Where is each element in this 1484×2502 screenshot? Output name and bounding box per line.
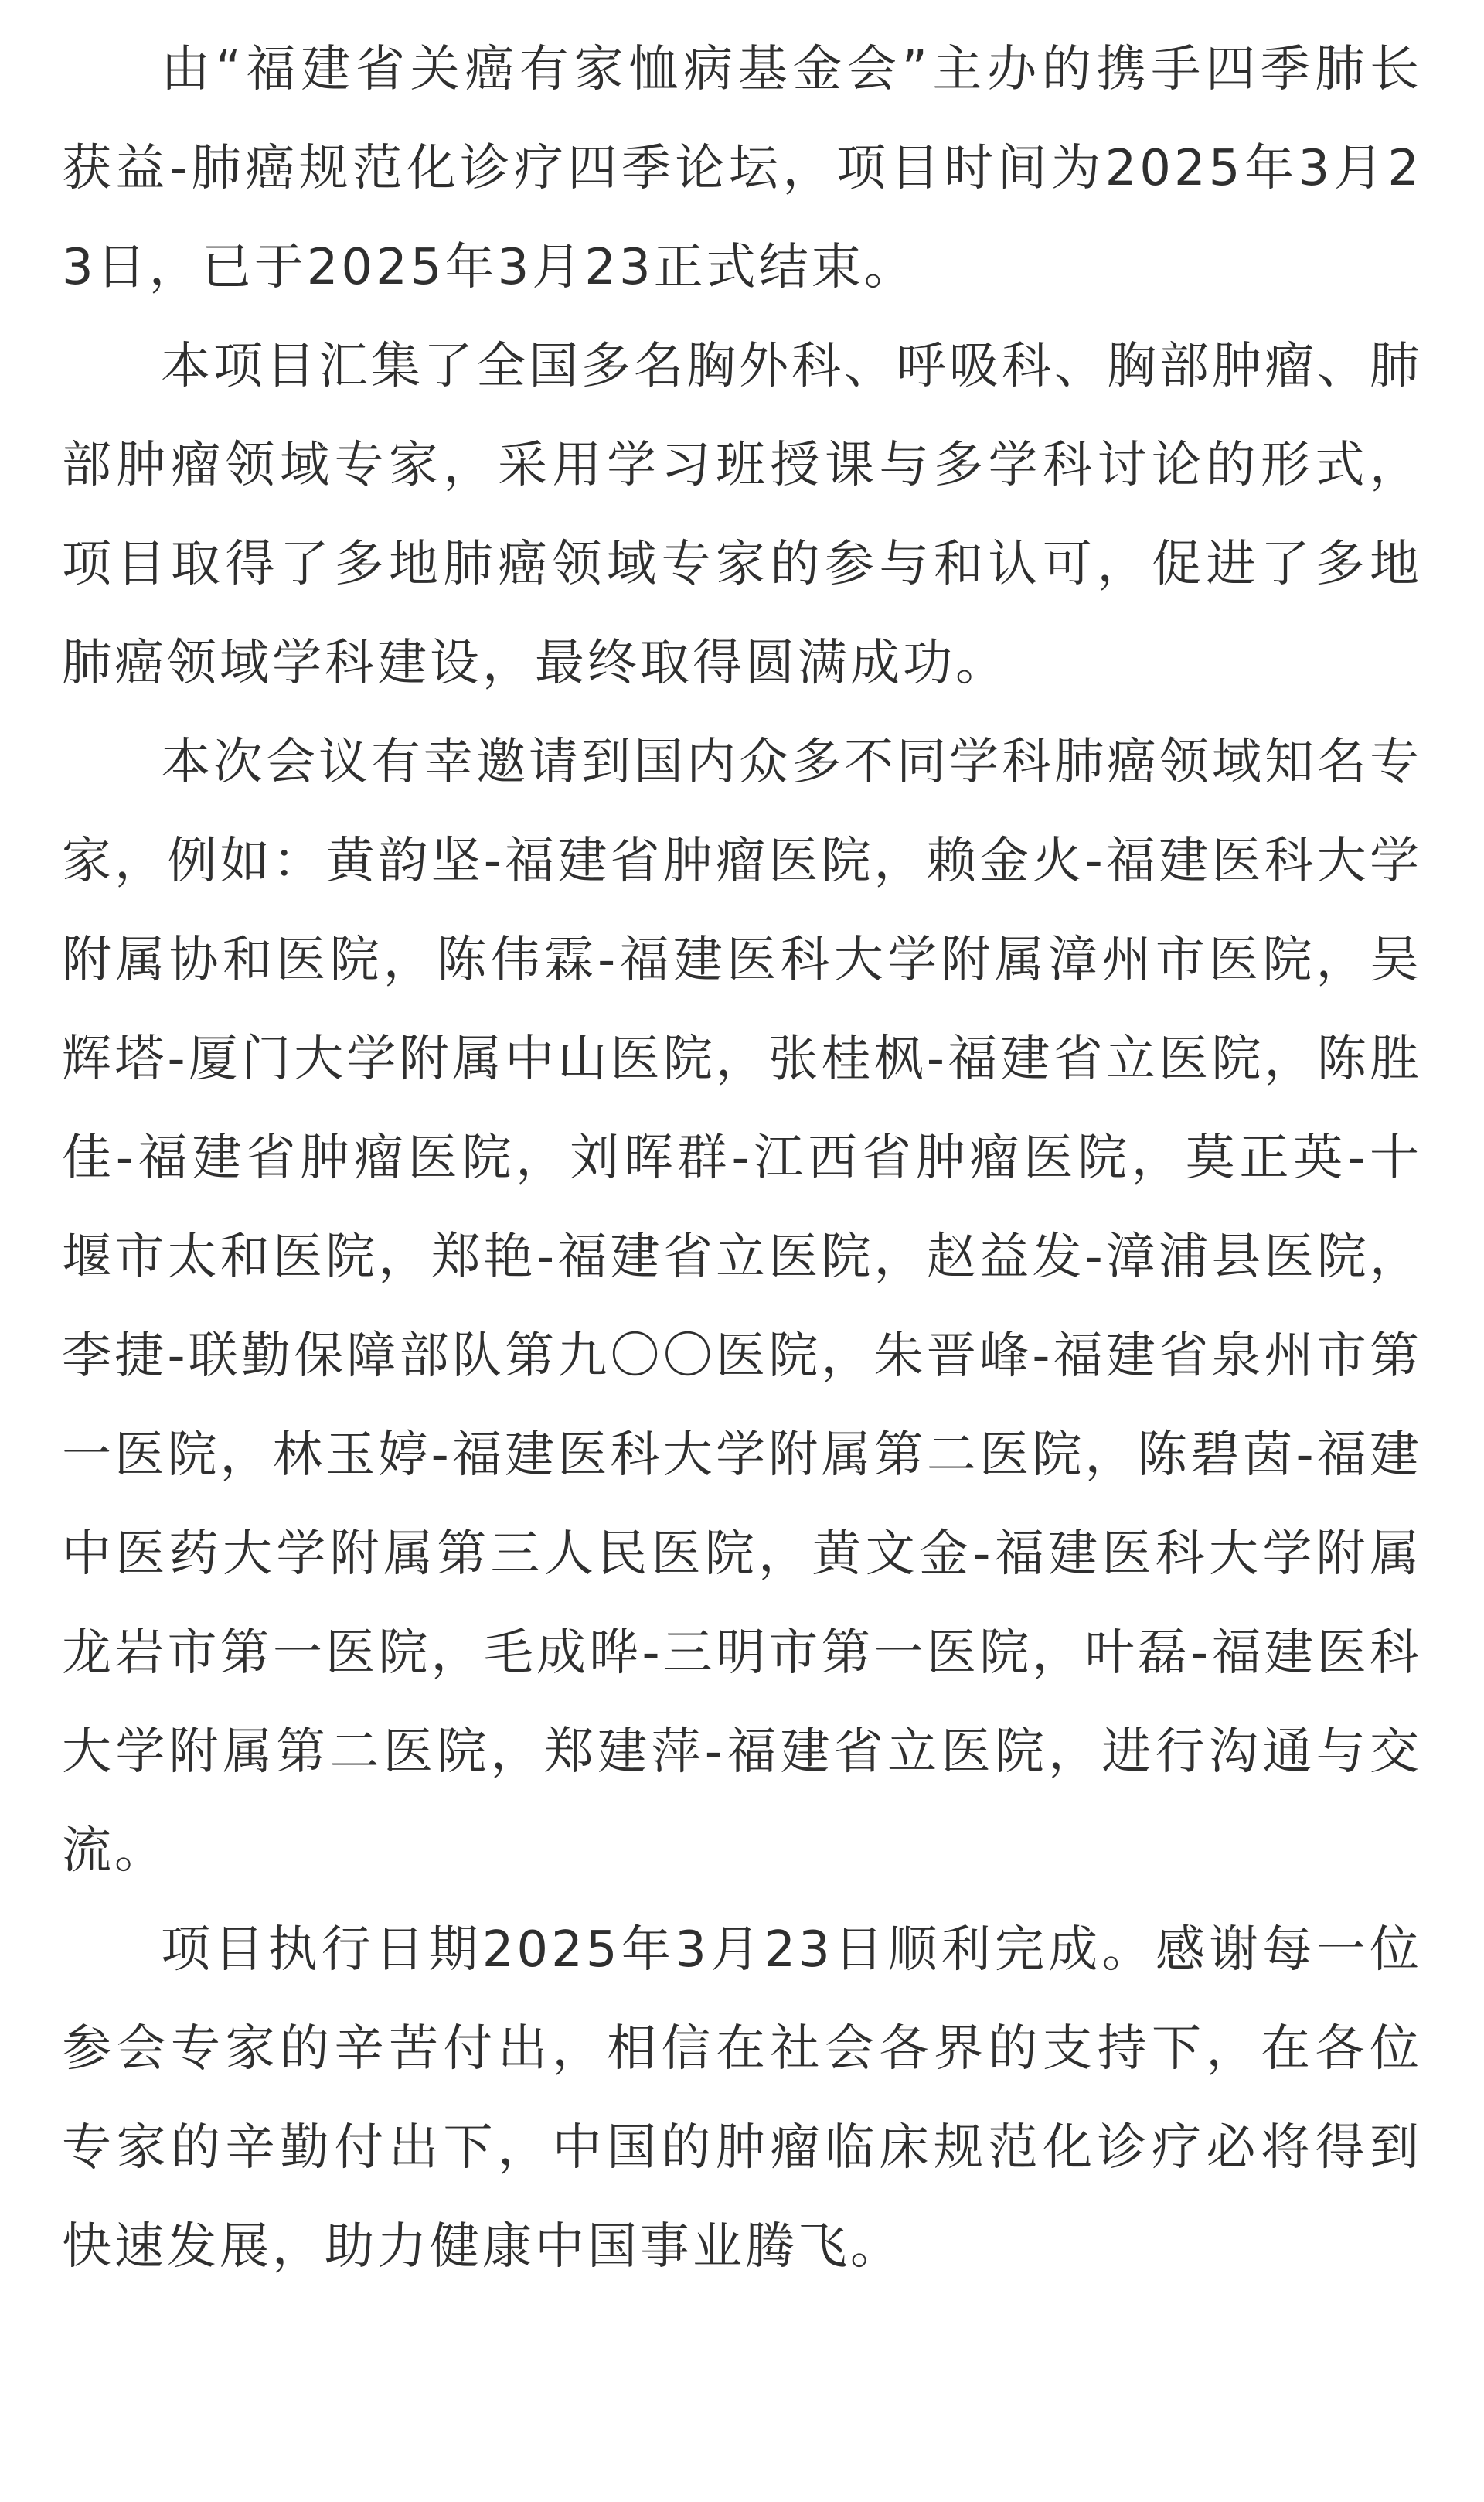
- article-body: [62, 20, 1422, 2296]
- paragraph-intro: 由“福建省关癌有家恤病基金会”主办的携手四季肺长获益-肺癌规范化诊疗四季论坛，项目时间为2025年3月23日，已于2025年3月23正式结束。: [62, 41, 1422, 296]
- paragraph-experts-summary: 本项目汇集了全国多名胸外科、呼吸科、胸部肿瘤、肺部肿瘤领域专家，采用学习班授课与多学科讨论的形式，项目取得了多地肺癌领域专家的参与和认可，促进了多地肺癌领域学科建设，最终取得圆满成功。: [62, 338, 1422, 692]
- paragraph-expert-list: 本次会议有幸邀请到国内众多不同学科肺癌领域知名专家，例如：黄韵坚-福建省肿瘤医院，赖金火-福建医科大学附属协和医院，陈伟霖-福建医科大学附属漳州市医院，吴辉塔-厦门大学附属中山医院，张桂枫-福建省立医院，陈胜佳-福建省肿瘤医院，刘晖群-江西省肿瘤医院，莫正英-十堰市太和医院，郑艳-福建省立医院，赵益发-漳浦县医院，李捷-联勤保障部队第九〇〇医院，朱晋峰-福建省泉州市第一医院，林玉婷-福建医科大学附属第二医院，陈碧茵-福建中医药大学附属第三人民医院，黄文金-福建医科大学附属龙岩市第一医院，毛成晔-三明市第一医院，叶磊-福建医科大学附属第二医院，郑建萍-福建省立医院，进行沟通与交流。: [62, 734, 1422, 1880]
- paragraph-conclusion: 项目执行日期2025年3月23日顺利完成。感谢每一位参会专家的辛苦付出，相信在社会各界的支持下，在各位专家的辛勤付出下，中国的肿瘤临床规范化诊疗必将得到快速发展，助力健康中国事业腾飞。: [62, 1921, 1422, 2275]
